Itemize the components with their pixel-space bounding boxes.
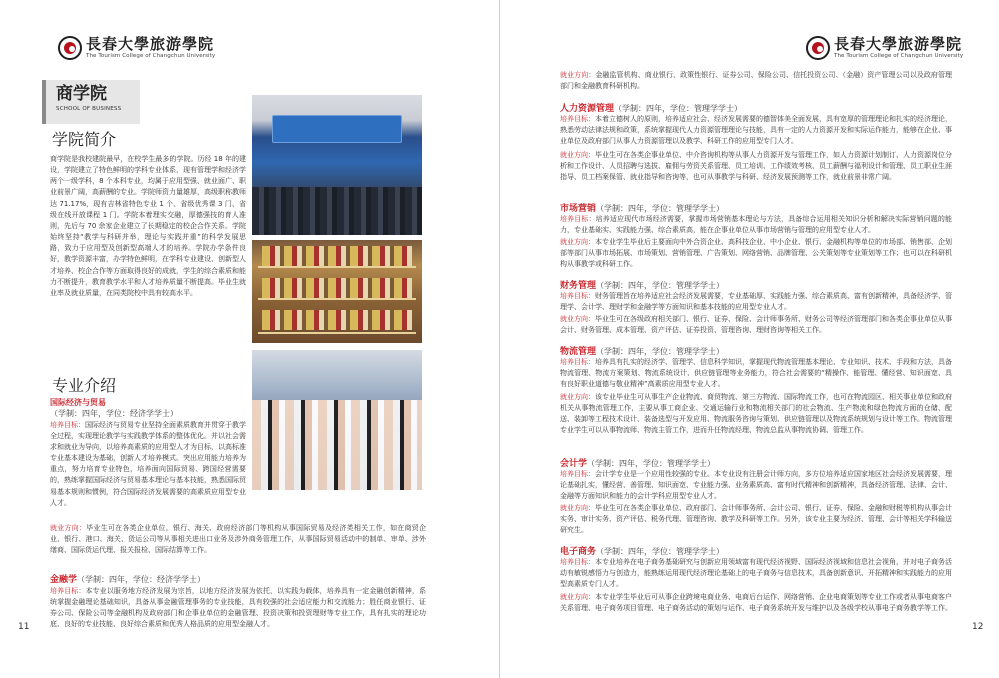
photo-student-group <box>252 350 422 490</box>
ecommerce-goal-paragraph: 培养目标：本专业培养在电子商务基础研究与创新应用领域富有现代经济视野、国际经济视域和信息社会视角，并对电子商务活动有敏锐感悟力与创造力，能熟练运用现代经济理论基础上的电子商务与信息技术，具备创新意识、开拓精神和实践能力的应用型高素质专门人才。 <box>560 558 952 589</box>
logo-chinese-name: 長春大學旅游學院 <box>86 35 215 53</box>
logo-english-name: The Tourism College of Changchun University <box>86 53 216 59</box>
fm-job-paragraph: 就业方向：毕业生可在各级政府相关部门、银行、证券、保险、会计师事务所、财务公司等经济管理部门和各类企事业单位从事会计、财务管理、成本管理、资产评估、证券投资、管理咨询、理财咨询等相关工作。 <box>560 315 952 335</box>
major-heading-finance: 金融学（学制：四年，学位：经济学学士） <box>50 575 206 585</box>
major-info-trade: （学制：四年，学位：经济学学士） <box>50 409 178 418</box>
college-seal-icon <box>58 36 82 60</box>
majors-heading: 专业介绍 <box>52 376 117 395</box>
logo-chinese-name: 長春大學旅游學院 <box>834 35 963 53</box>
major-heading-trade <box>50 397 106 408</box>
college-seal-icon <box>806 36 830 60</box>
major-name-accounting: 会计学 <box>560 459 588 469</box>
ecommerce-job-paragraph: 就业方向：本专业学生毕业后可从事企业跨境电商业务、电商后台运作、网络营销、企业电商策划等专业工作或者从事电商客户关系管理、电子商务项目管理、电子商务活动的策划与运作、电子商务系统开发与维护以及各级学校从事电子商务教学等工作。 <box>560 593 952 613</box>
school-english-title: SCHOOL OF BUSINESS <box>56 106 122 112</box>
page-number-left: 11 <box>18 622 30 632</box>
finance-goal-paragraph: 培养目标：本专业以服务地方经济发展为宗旨，以地方经济发展为依托，以实践为载体，培养具有一定金融创新精神，系统掌握金融理论基础知识，具备从事金融管理事务的专业技能，具有较强的社会适应能力和交流能力；胜任商业银行、证券公司、保险公司等金融机构及政府部门和企事业单位的金融管理、投资决策和投资理财等专业工作，具有扎实的理论功底、良好的专业技能、良好综合素质和优秀人格品质的应用型金融人才。 <box>50 587 427 629</box>
finance-job-paragraph: 就业方向：金融监管机构、商业银行、政策性银行、证券公司、保险公司、信托投资公司、（金融）资产管理公司以及政府管理部门和金融教育科研机构。 <box>560 71 953 91</box>
accounting-job-paragraph: 就业方向：毕业生可在各类企事业单位、政府部门、会计师事务所、会计公司、银行、证券、保险、金融和财税等机构从事会计实务、审计实务、资产评估、税务代理、管理咨询、教学及科研等工作。另外，该专业主要为经济、管理、会计等相关学科输送研究生。 <box>560 504 952 535</box>
logistics-goal-paragraph: 培养目标：培养具有扎实的经济学、管理学、信息科学知识，掌握现代物流管理基本理论、专业知识、技术、手段和方法，具备物流管理、物流方案策划、物流系统设计、供应链管理等业务能力，符合社会需要的“精操作、能管理、懂经营、知识面宽、具有良好职业道德与敬业精神”高素质应用型专业人才。 <box>560 358 952 389</box>
marketing-job-paragraph: 就业方向：本专业学生毕业后主要面向中外合资企业、高科技企业、中小企业、银行、金融机构等单位的市场部、销售部、企划部等部门从事市场拓展、市场策划、营销管理、广告策划、网络营销、品牌管理、公关策划等专业策划等工作；也可以在科研机构从事教学或科研工作。 <box>560 238 952 269</box>
page-number-right: 12 <box>972 622 984 632</box>
logistics-job-paragraph: 就业方向：该专业毕业生可从事生产企业物流、商贸物流、第三方物流、国际物流工作，也可在物流园区、相关事业单位和政府机关从事物流管理工作，主要从事工商企业、交通运输行业和物流相关部门的社会物流、生产物流和绿色物流方面的仓储、配送、装卸等工程技术设计、装备选型与开发应用、物流服务咨询与策划、供应链管理以及物流系统规划与设计等工作。物流管理专业学生可以从事物流师、物流主管工作，进而升任物流经理、物流总监从事物流协调、管理工作。 <box>560 393 952 435</box>
left-page <box>0 0 499 678</box>
hr-job-paragraph: 就业方向：毕业生可在各类企事业单位、中介咨询机构等从事人力资源开发与管理工作，如人力资源计划制订、人力资源岗位分析和工作设计、人员招聘与选拔、雇佣与劳资关系管理、员工培训、工作绩效考核、员工薪酬与福利设计和管理、员工职业生涯指导、员工档案保管、就业指导和咨询等，也可从事教学与科研、经济发展预测等工作，就业前景非常广阔。 <box>560 151 952 182</box>
marketing-goal-paragraph: 培养目标：培养适应现代市场经济需要，掌握市场营销基本理论与方法，具备综合运用相关知识分析和解决实际营销问题的能力，专业基础实、实践能力强、综合素质高，能在企事业单位从事市场营销与管理的应用型专业人才。 <box>560 215 953 235</box>
major-heading-marketing: 市场营销（学制：四年，学位：管理学学士） <box>560 204 725 214</box>
major-name-logistics: 物流管理 <box>560 347 597 357</box>
trade-goal-paragraph: 培养目标：国际经济与贸易专业坚持全面素质教育并贯穿于教学全过程，实现理论教学与实践教学体系的整体优化。并以社会需求和就业为导向，以培养高素质的应用型人才为目标，以高标准专业基本建设为基础，创新人才培养模式。突出应用能力培养为重点，努力培育专业特色，培养面向国际贸易、跨国经营需要的，熟练掌握国际经济与贸易基本理论与基本技能，熟悉国际贸易基本规则和惯例，符合国际经济发展需要的高素质应用型专业人才。 <box>50 421 246 507</box>
major-name-marketing: 市场营销 <box>560 204 597 214</box>
major-heading-hr: 人力资源管理（学制：四年，学位：管理学学士） <box>560 104 743 114</box>
stage-banner <box>272 115 402 143</box>
school-title: 商学院 <box>56 84 107 104</box>
college-logo-right <box>806 36 963 60</box>
hr-goal-paragraph: 培养目标：本着立德树人的原则，培养适应社会、经济发展需要的德智体美全面发展，具有宽厚的管理理论和扎实的经济理论，熟悉劳动法律法规和政策，系统掌握现代人力资源管理理论与技能，具有一定的人力资源开发和实际运作能力，能够在企业、事业单位及政府部门从事人力资源管理以及教学、科研工作的应用型专门人才。 <box>560 115 952 146</box>
stage-audience <box>252 187 422 235</box>
major-heading-fm: 财务管理（学制：四年，学位：管理学学士） <box>560 281 725 291</box>
college-logo <box>58 36 215 60</box>
right-page <box>500 0 999 678</box>
major-heading-ecommerce: 电子商务（学制：四年，学位：管理学学士） <box>560 547 725 557</box>
intro-text: 商学院是我校建院最早，在校学生最多的学院。历经 18 年的建设，学院建立了特色鲜明的学科专业体系，现有管理学和经济学两个一级学科，8 个本科专业，均属于应用型强、就业面广、职业前景广阔，高薪酬的专业。学院师资力量雄厚，高级职称教师达 71.17%，现有吉林省特色专业 1 个、省级优秀课 3 门、省级在线开放课程 1 门。学院本着理实交融，厚德强技的育人准则，先后与 70 余家企业建立了长期稳定的校企合作关系。学院始终坚持“教学与科研并举，理论与实践并重”的科学发展思路，致力于应用型及创新型高端人才的培养。学院办学条件良好，教学资源丰富，办学特色鲜明，在学科专业建设、创新型人才培养、校企合作等方面取得良好的成就，学生的综合素质和能力不断提升，教育教学水平和人才培养质量不断提高。毕业生就业率及就业质量，在同类院校中具有较高水平。 <box>50 155 246 297</box>
photo-award-plaques <box>252 240 422 343</box>
trade-job-paragraph: 就业方向：毕业生可在各类企业单位，银行、海关、政府经济部门等机构从事国际贸易及经济类相关工作，如在商贸企业、银行、港口、海关、货运公司等从事相关进出口业务及涉外商务管理工作，从事国际贸易活动中的制单、审单、涉外缮商、国际货运代理、报关报检、国际结算等工作。 <box>50 524 427 555</box>
major-name-hr: 人力资源管理 <box>560 104 615 114</box>
major-name-trade: 国际经济与贸易 <box>50 398 106 407</box>
fm-goal-paragraph: 培养目标：财务管理旨在培养适应社会经济发展需要，专业基础厚、实践能力强、综合素质高、富有创新精神，具备经济学、管理学、会计学、理财学和金融学等方面知识和基本技能的应用型专业人才。 <box>560 292 952 312</box>
major-name-finance: 金融学 <box>50 575 78 585</box>
major-name-ecommerce: 电子商务 <box>560 547 597 557</box>
major-heading-accounting: 会计学（学制：四年，学位：管理学学士） <box>560 459 716 469</box>
photo-conference-stage <box>252 95 422 235</box>
accounting-goal-paragraph: 培养目标：会计学专业是一个应用性较强的专业。本专业设有注册会计师方向，多方位培养适应国家地区社会经济发展需要，理论基础扎实，懂经营、善管理、知识面宽、专业能力强、业务素质高、富有时代精神和创新精神，具备经济管理、法律、会计、金融等方面知识和能力的会计学科应用型专业人才。 <box>560 470 952 501</box>
major-name-fm: 财务管理 <box>560 281 597 291</box>
logo-english-name: The Tourism College of Changchun University <box>834 53 964 59</box>
major-heading-logistics: 物流管理（学制：四年，学位：管理学学士） <box>560 347 725 357</box>
school-title-band <box>42 80 140 124</box>
intro-heading: 学院简介 <box>52 130 117 149</box>
